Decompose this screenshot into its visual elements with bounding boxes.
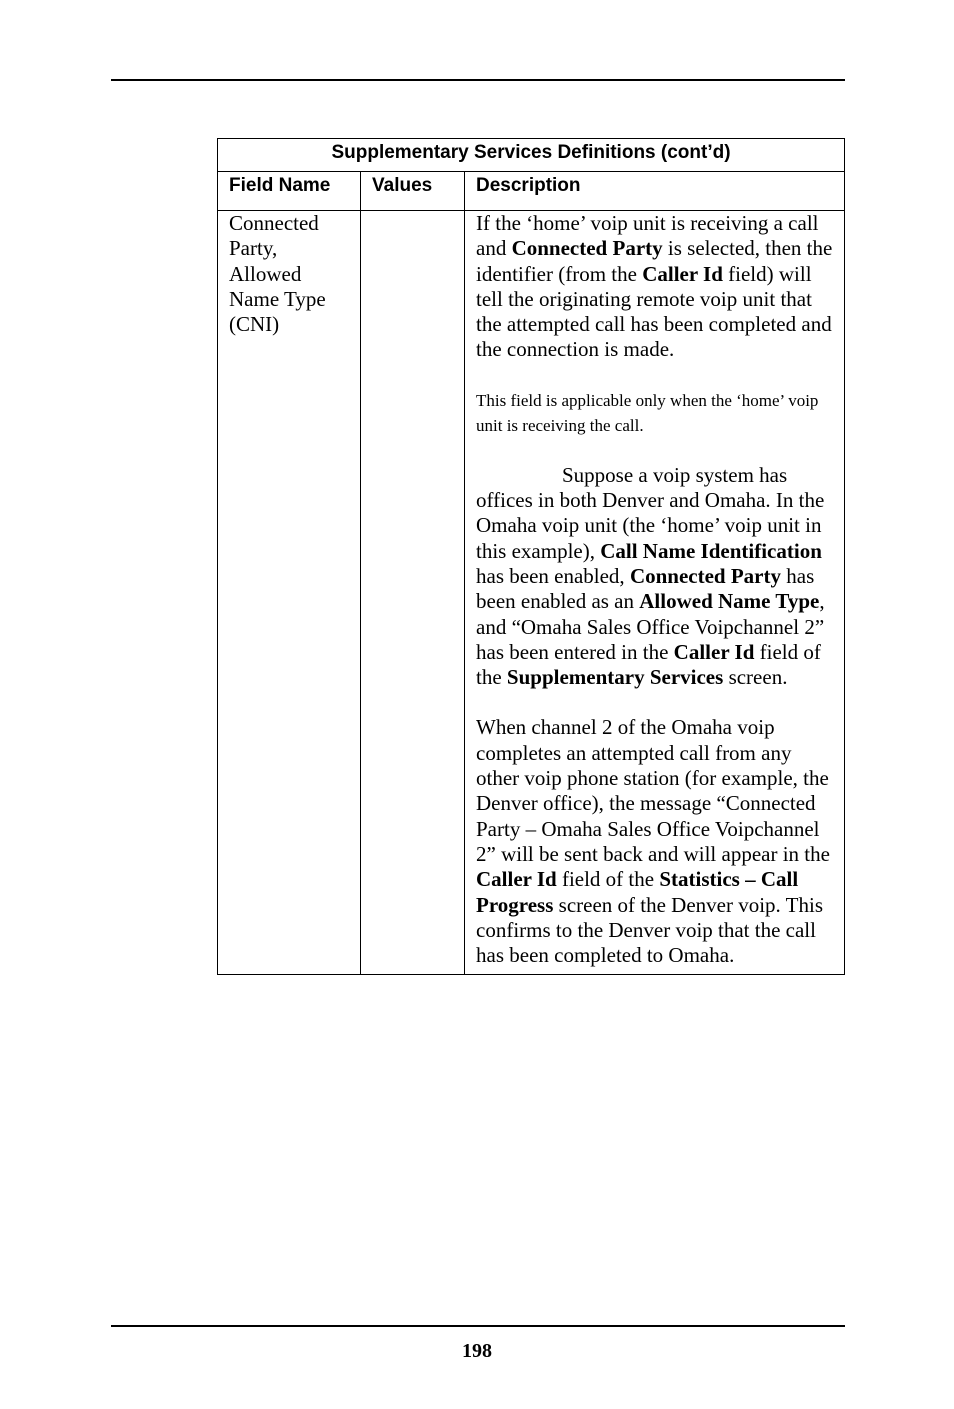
column-header-values: Values [361, 172, 465, 211]
field-name-line: Connected [229, 211, 319, 235]
bold-term: Allowed Name Type [639, 589, 820, 614]
values-cell [361, 211, 465, 975]
field-name-line: Party, [229, 236, 278, 261]
result-paragraph: When channel 2 of the Omaha voip completes an attempted call from any other voip phone station (for example, the Denver office), the message “Connected Party – Omaha Sales Office Voipchannel 2” will be sent back and will appear in the Caller Id field of the Statistics – Call Progress screen of the Denver voip. This confirms to the Denver voip that the call has been completed to Omaha. [476, 715, 830, 968]
bold-term: Connected Party [511, 236, 663, 261]
bold-term: Supplementary Services [506, 665, 724, 690]
footer-rule [111, 1325, 845, 1327]
table-row [218, 211, 845, 975]
table-caption-row [218, 139, 845, 172]
bold-term: Caller Id [673, 639, 755, 664]
field-name-cell [218, 211, 361, 975]
bold-term: Statistics – Call Progress [476, 867, 799, 917]
bold-term: Caller Id [642, 261, 723, 286]
description-cell [465, 211, 845, 975]
description-note: This field is applicable only when the ‘home’ voip unit is receiving the call. [476, 390, 819, 435]
field-name-line: Allowed [229, 261, 302, 286]
bold-term: Call Name Identification [600, 538, 822, 563]
bold-term: Caller Id [476, 867, 557, 892]
description-paragraph: If the ‘home’ voip unit is receiving a call and Connected Party is selected, then the identifier (from the Caller Id field) will tell the originating remote voip unit that the attempted call has been completed and the connection is made. [476, 211, 833, 362]
column-header-description: Description [465, 172, 845, 211]
supplementary-services-table [217, 138, 845, 975]
table-header-row [218, 172, 845, 211]
table-caption: Supplementary Services Definitions (cont’d) [218, 139, 845, 172]
header-rule [111, 79, 845, 81]
example-paragraph: Suppose a voip system has offices in both Denver and Omaha. In the Omaha voip unit (the ‘home’ voip unit in this example), Call Name Identification has been enabled, Connected Party has been enabled as an Allowed Name Type, and “Omaha Sales Office Voipchannel 2” has been entered in the Caller Id field of the Supplementary Services screen. [476, 462, 825, 690]
page-number: 198 [462, 1340, 492, 1362]
bold-term: Connected Party [629, 563, 781, 588]
field-name-line: (CNI) [229, 312, 280, 337]
column-header-field-name: Field Name [218, 172, 361, 211]
field-name-line: Name Type [229, 286, 326, 311]
